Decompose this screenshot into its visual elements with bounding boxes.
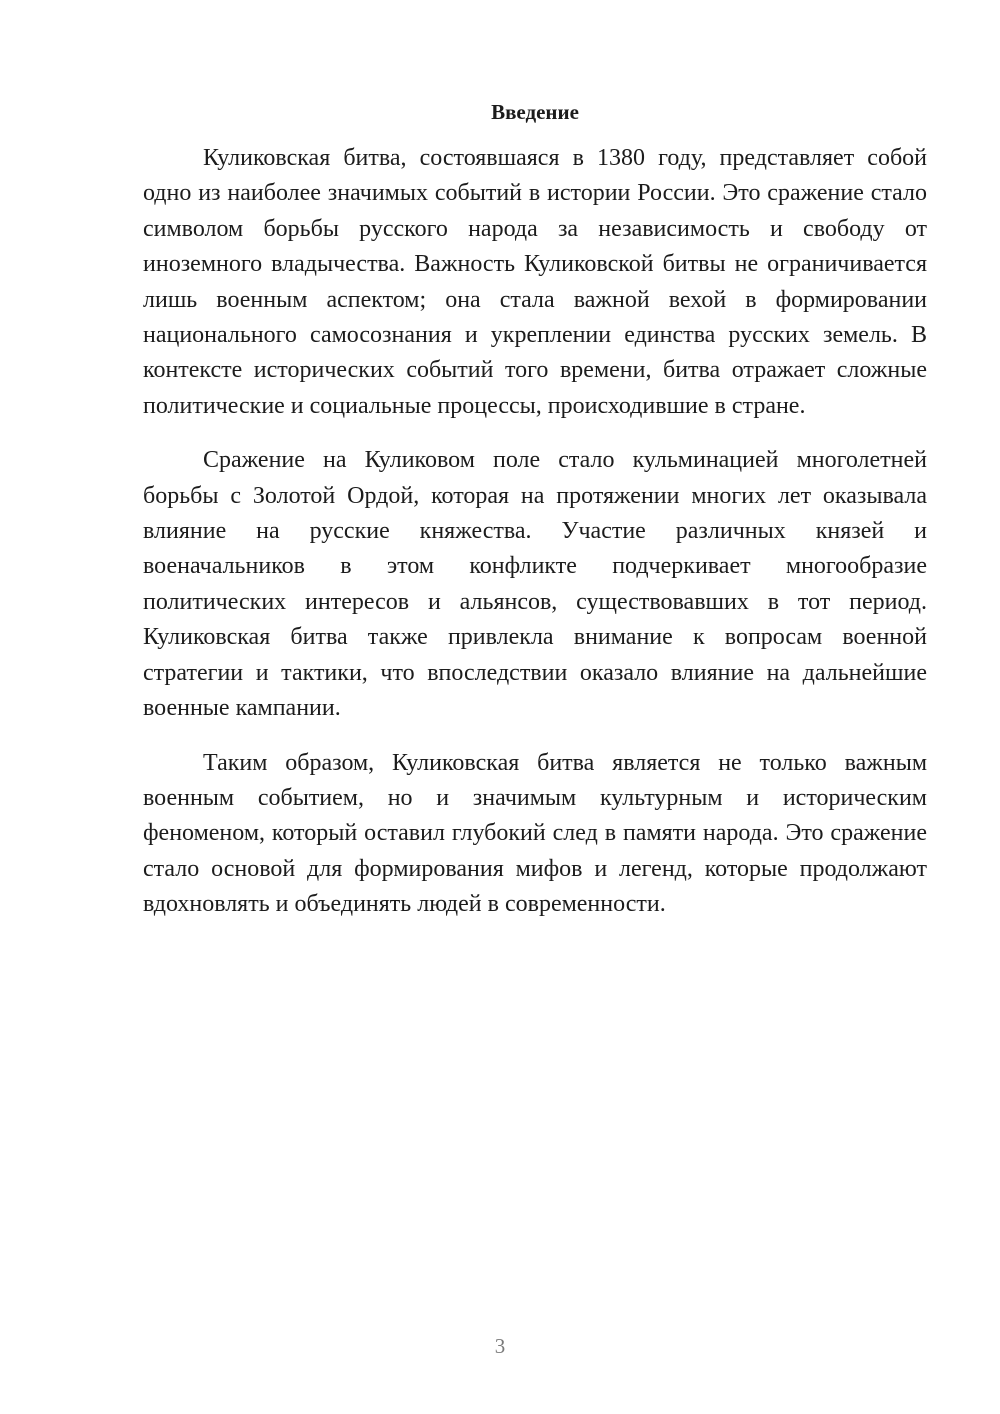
body-text bbox=[143, 141, 927, 942]
paragraph-3: Таким образом, Куликовская битва является не только важным военным событием, но и значимым культурным и историческим феноменом, который оставил глубокий след в памяти народа. Это сражение стало основой для формирования мифов и легенд, которые продолжают вдохновлять и объединять людей в современности. bbox=[143, 749, 927, 918]
paragraph-1: Куликовская битва, состоявшаяся в 1380 году, представляет собой одно из наиболее значимых событий в истории России. Это сражение стало символом борьбы русского народа за независимость и свободу от иноземного владычества. Важность Куликовской битвы не ограничивается лишь военным аспектом; она стала важной вехой в формировании национального самосознания и укреплении единства русских земель. В контексте исторических событий того времени, битва отражает сложные политические и социальные процессы, происходившие в стране. bbox=[143, 145, 927, 419]
page-number: 3 bbox=[494, 1334, 506, 1358]
page-title: Введение bbox=[491, 100, 579, 124]
paragraph-2: Сражение на Куликовом поле стало кульминацией многолетней борьбы с Золотой Ордой, которая на протяжении многих лет оказывала влияние на русские княжества. Участие различных князей и военачальников в этом конфликте подчеркивает многообразие политических интересов и альянсов, существовавших в тот период. Куликовская битва также привлекла внимание к вопросам военной стратегии и тактики, что впоследствии оказало влияние на дальнейшие военные кампании. bbox=[143, 447, 927, 722]
